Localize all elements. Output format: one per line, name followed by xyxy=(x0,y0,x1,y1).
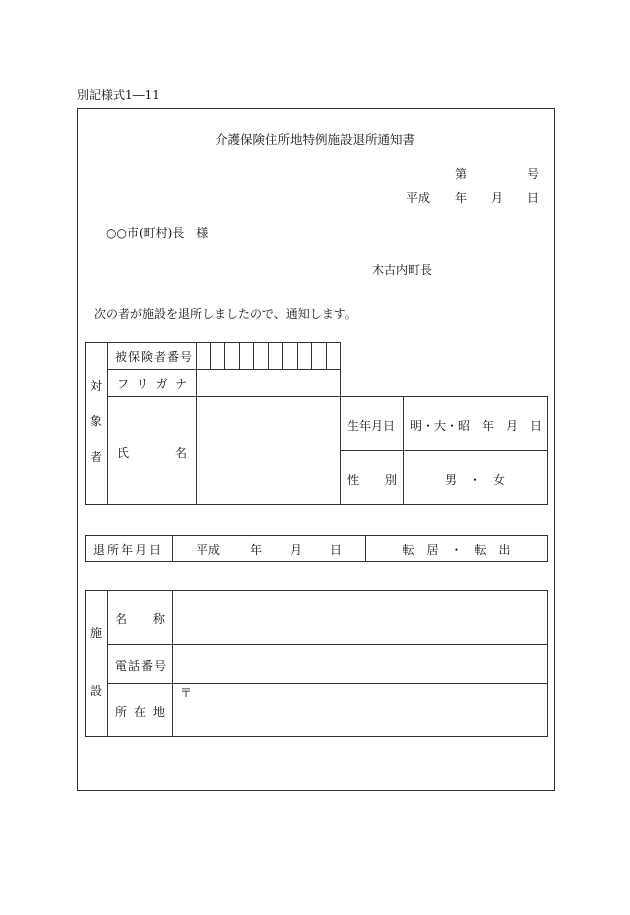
insured-number-label: 被保険者番号 xyxy=(115,350,194,364)
addressee: ○○市(町村)長 様 xyxy=(106,226,209,240)
subject-group-label xyxy=(85,368,107,474)
discharge-month: 月 xyxy=(290,543,303,557)
facility-group-label xyxy=(85,603,107,719)
facility-phone-label: 電話番号 xyxy=(115,659,168,673)
discharge-reason: 転 居 ・ 転 出 xyxy=(402,543,511,557)
name-label: 氏 名 xyxy=(117,446,187,460)
subject-group-char: 対 xyxy=(89,379,102,394)
discharge-date-label: 退所年月日 xyxy=(93,543,164,557)
sender: 木古内町長 xyxy=(372,263,433,277)
number-prefix: 第 xyxy=(455,167,468,181)
facility-name-label: 名 称 xyxy=(115,612,165,626)
gender-label: 性 別 xyxy=(347,473,397,487)
discharge-day: 日 xyxy=(330,543,343,557)
birthdate-label: 生年月日 xyxy=(347,419,396,433)
facility-address-label: 所 在 地 xyxy=(115,705,165,719)
form-code: 別記様式1―11 xyxy=(77,88,160,102)
furigana-label: フ リ ガ ナ xyxy=(117,377,187,391)
facility-group-char: 設 xyxy=(89,683,102,698)
number-suffix: 号 xyxy=(527,167,540,181)
date-day: 日 xyxy=(527,191,540,205)
intro-text: 次の者が施設を退所しましたので、通知します。 xyxy=(94,307,357,321)
subject-group-char: 象 xyxy=(89,414,102,429)
subject-group-char: 者 xyxy=(89,449,102,464)
date-month: 月 xyxy=(491,191,504,205)
facility-group-char: 施 xyxy=(89,625,102,640)
discharge-era: 平成 xyxy=(196,543,221,557)
birthdate-value: 明・大・昭 年 月 日 xyxy=(410,419,543,433)
gender-value: 男 ・ 女 xyxy=(444,473,505,487)
date-year: 年 xyxy=(455,191,468,205)
document-title: 介護保険住所地特例施設退所通知書 xyxy=(214,132,415,147)
date-era: 平成 xyxy=(406,191,431,205)
discharge-year: 年 xyxy=(250,543,263,557)
postal-mark: 〒 xyxy=(180,686,193,700)
